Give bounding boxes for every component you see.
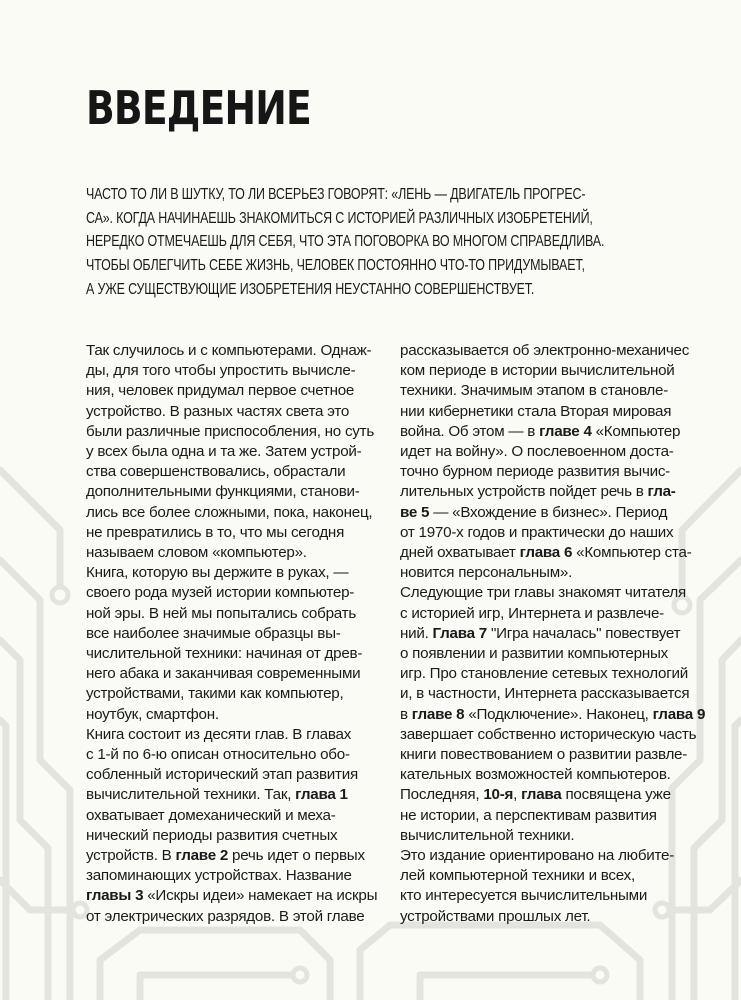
text-run: в (400, 705, 412, 723)
text-run: Следующие три главы знакомят читателя (400, 584, 687, 602)
text-line (86, 725, 377, 745)
text-line (400, 664, 705, 684)
text-run: не превратились в то, что мы сегодня (86, 523, 345, 541)
text-line (400, 563, 705, 583)
text-line (400, 442, 705, 462)
chapter-reference: глава 1 (295, 786, 348, 804)
text-run: ния, человек придумал первое счетное (86, 382, 355, 400)
intro-line: ЧТОБЫ ОБЛЕГЧИТЬ СЕБЕ ЖИЗНЬ, ЧЕЛОВЕК ПОСТОЯННО ЧТО-ТО ПРИДУМЫВАЕТ, (86, 257, 585, 275)
text-line (400, 402, 705, 422)
text-run: дней охватывает (400, 544, 520, 562)
chapter-reference: гла- (647, 483, 676, 501)
text-run: от электрических разрядов. В этой главе (86, 907, 365, 925)
chapter-reference: главе 2 (175, 847, 229, 865)
text-line (400, 705, 705, 725)
text-line (86, 866, 377, 886)
text-run: «Искры идеи» намекает на искры (143, 887, 378, 905)
text-run: вычислительной техники. (400, 826, 575, 844)
chapter-reference: Глава 7 (432, 624, 487, 642)
text-line (86, 583, 377, 603)
text-run: устройство. В разных частях света это (86, 402, 350, 420)
text-line (400, 826, 705, 846)
text-run: ды, для того чтобы упростить вычисле- (86, 362, 356, 380)
text-line (400, 785, 705, 805)
text-run: "Игра началась" повествует (487, 624, 681, 642)
text-line (86, 442, 377, 462)
text-run: Так случилось и с компьютерами. Однаж- (86, 342, 372, 359)
text-run: завершает собственно историческую часть (400, 725, 697, 743)
text-line (86, 907, 377, 927)
text-run: ний. (400, 624, 433, 642)
text-line (400, 503, 705, 523)
text-line (400, 684, 705, 704)
text-run: запоминающих устройствах. Название (86, 867, 352, 885)
text-line (400, 846, 705, 866)
text-run: Книга, которую вы держите в руках, — (86, 564, 349, 582)
text-line (86, 523, 377, 543)
text-run: от 1970-х годов и практически до наших (400, 523, 674, 541)
text-line (86, 563, 377, 583)
text-line (400, 341, 705, 361)
chapter-reference: глава (521, 786, 562, 804)
text-run: с 1-й по 6-ю описан относительно обо- (86, 746, 350, 764)
text-line (400, 745, 705, 765)
body-column-right (400, 341, 705, 927)
text-run: книги повествованием о развитии развле- (400, 746, 688, 764)
text-line (400, 482, 705, 502)
text-run: ком периоде в истории вычислительной (400, 362, 675, 380)
text-run: , (513, 786, 522, 804)
text-line (86, 503, 377, 523)
text-line (86, 624, 377, 644)
text-run: охватывает домеханический и меха- (86, 806, 336, 824)
text-run: посвящена уже (561, 786, 671, 804)
text-run: у всех была одна и та же. Затем устрой- (86, 443, 362, 461)
text-run: «Подключение». Наконец, (464, 705, 653, 723)
text-line (86, 422, 377, 442)
text-run: ноутбук, смартфон. (86, 705, 219, 723)
text-run: нический периоды развития счетных (86, 826, 338, 844)
text-run: все наиболее значимые образцы вы- (86, 624, 341, 642)
text-run: нии кибернетики стала Вторая мировая (400, 402, 672, 420)
text-line (86, 482, 377, 502)
text-run: рассказывается об электронно-механичес (400, 342, 690, 359)
text-run: не истории, а перспективам развития (400, 806, 657, 824)
text-line (400, 543, 705, 563)
text-line (400, 604, 705, 624)
text-run: идет на войну». О послевоенном доста- (400, 443, 674, 461)
text-run: числительной техники: начиная от древ- (86, 645, 363, 663)
intro-line: НЕРЕДКО ОТМЕЧАЕШЬ ДЛЯ СЕБЯ, ЧТО ЭТА ПОГОВОРКА ВО МНОГОМ СПРАВЕДЛИВА. (86, 233, 605, 251)
text-line (86, 785, 377, 805)
text-line (86, 826, 377, 846)
text-line (86, 543, 377, 563)
text-run: «Компьютер (591, 422, 681, 440)
text-run: техники. Значимым этапом в становле- (400, 382, 669, 400)
text-run: война. Об этом — в (400, 422, 540, 440)
chapter-reference: главе 8 (411, 705, 465, 723)
text-line (400, 624, 705, 644)
text-line (86, 886, 377, 906)
text-line (400, 806, 705, 826)
text-line (86, 745, 377, 765)
text-run: Это издание ориентировано на любите- (400, 847, 675, 865)
text-line (86, 381, 377, 401)
text-line (86, 664, 377, 684)
text-line (400, 523, 705, 543)
intro-line: А УЖЕ СУЩЕСТВУЮЩИЕ ИЗОБРЕТЕНИЯ НЕУСТАННО СОВЕРШЕНСТВУЕТ. (86, 280, 535, 298)
text-run: с историей игр, Интернета и развлече- (400, 604, 664, 622)
text-run: Последняя, (400, 786, 484, 804)
text-line (86, 361, 377, 381)
text-line (400, 361, 705, 381)
chapter-reference: ве 5 (400, 503, 430, 521)
text-line (400, 644, 705, 664)
text-run: точно бурном периоде развития вычис- (400, 463, 670, 481)
text-run: устройствами, такими как компьютер, (86, 685, 344, 703)
text-line (400, 886, 705, 906)
text-run: дополнительными функциями, станови- (86, 483, 360, 501)
body-column-left (86, 341, 377, 927)
intro-lead-paragraph (86, 183, 641, 302)
page-title: ВВЕДЕНИЕ (86, 81, 311, 135)
text-line (86, 705, 377, 725)
chapter-reference: глава 9 (652, 705, 706, 723)
text-run: ства совершенствовались, обрастали (86, 463, 346, 481)
text-run: ной эры. В ней мы попытались собрать (86, 604, 357, 622)
text-run: него абака и заканчивая современными (86, 665, 361, 683)
text-line (400, 462, 705, 482)
intro-line: ЧАСТО ТО ЛИ В ШУТКУ, ТО ЛИ ВСЕРЬЕЗ ГОВОРЯТ: «ЛЕНЬ — ДВИГАТЕЛЬ ПРОГРЕС- (86, 186, 586, 203)
text-run: новится персональным». (400, 564, 573, 582)
text-line (86, 644, 377, 664)
text-line (86, 604, 377, 624)
text-run: устройствами прошлых лет. (400, 907, 591, 925)
text-line (86, 684, 377, 704)
text-line (400, 765, 705, 785)
text-run: называем словом «компьютер». (86, 544, 307, 562)
text-run: речь идет о первых (228, 847, 365, 865)
text-line (400, 422, 705, 442)
text-line (86, 846, 377, 866)
text-run: лительных устройств пойдет речь в (400, 483, 648, 501)
text-run: игр. Про становление сетевых технологий (400, 665, 688, 683)
chapter-reference: 10-я (483, 786, 514, 804)
text-run: вычислительной техники. Так, (86, 786, 296, 804)
text-run: — «Вхождение в бизнес». Период (429, 503, 668, 521)
text-line (86, 462, 377, 482)
text-run: о появлении и развитии компьютерных (400, 645, 668, 663)
text-run: и, в частности, Интернета рассказывается (400, 685, 690, 703)
text-line (400, 907, 705, 927)
text-run: лись все более сложными, пока, наконец, (86, 503, 373, 521)
text-run: «Компьютер ста- (572, 544, 692, 562)
text-run: Книга состоит из десяти глав. В главах (86, 725, 352, 743)
text-run: устройств. В (86, 847, 176, 865)
intro-line: СА». КОГДА НАЧИНАЕШЬ ЗНАКОМИТЬСЯ С ИСТОРИЕЙ РАЗЛИЧНЫХ ИЗОБРЕТЕНИЙ, (86, 209, 593, 227)
text-run: кательных возможностей компьютеров. (400, 766, 671, 784)
text-run: кто интересуется вычислительными (400, 887, 648, 905)
text-run: собленный исторический этап развития (86, 766, 358, 784)
chapter-reference: глава 6 (519, 544, 573, 562)
text-line (86, 402, 377, 422)
chapter-reference: главы 3 (86, 887, 144, 905)
text-line (400, 583, 705, 603)
text-line (400, 866, 705, 886)
chapter-reference: главе 4 (539, 422, 592, 440)
text-line (86, 765, 377, 785)
text-run: своего рода музей истории компьютер- (86, 584, 355, 602)
text-run: лей компьютерной техники и всех, (400, 867, 635, 885)
text-line (86, 341, 377, 361)
text-line (400, 725, 705, 745)
text-line (400, 381, 705, 401)
text-run: были различные приспособления, но суть (86, 422, 375, 440)
text-line (86, 806, 377, 826)
